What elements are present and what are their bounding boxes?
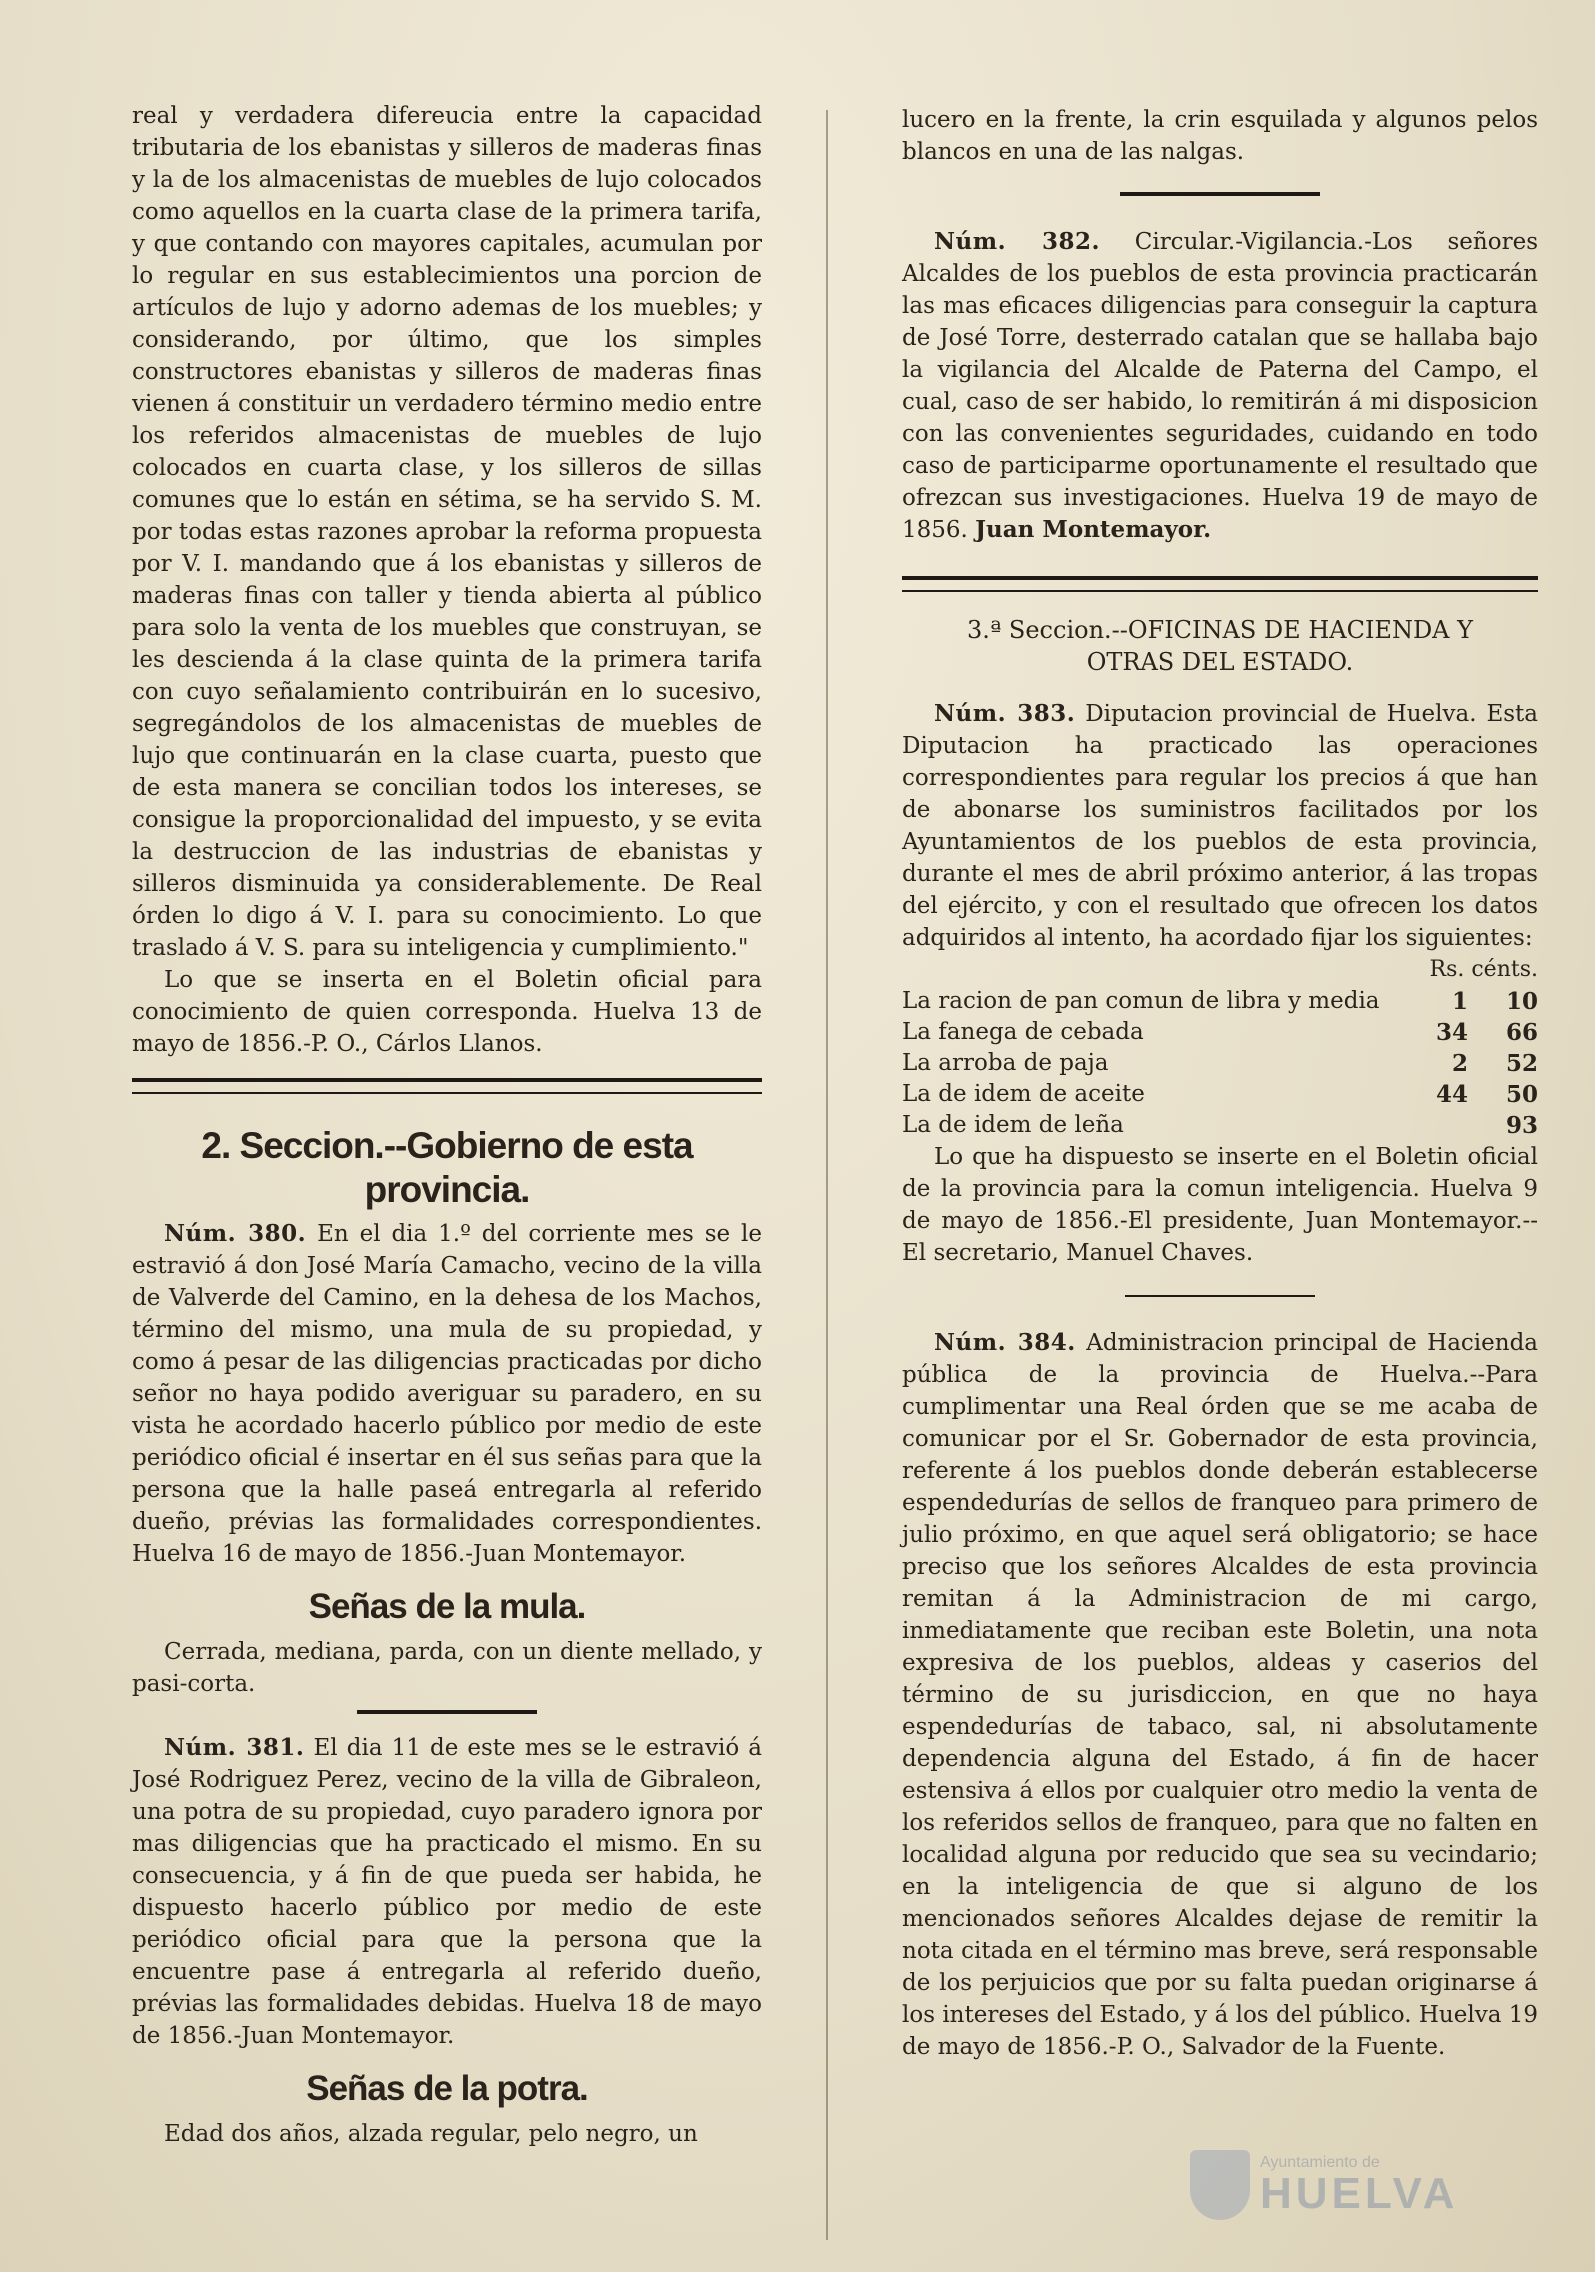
watermark-text: [1260, 2154, 1458, 2216]
price-row-centimos: 52: [1505, 1050, 1538, 1077]
notice-383-text: Diputacion provincial de Huelva. Esta Diputacion ha practicado las operaciones correspondientes para regular los precios á que han de abonarse los suministros facilitados por los Ayuntamientos de los pueblos de esta provincia, durante el mes de abril próximo anterior, á las tropas del ejército, y con el resultado que ofrecen los datos adquiridos al intento, ha acordado fijar los siguientes:: [902, 701, 1539, 951]
notice-383-number: Núm. 383.: [934, 700, 1076, 727]
notice-382-text: Circular.-Vigilancia.-Los señores Alcaldes de los pueblos de esta provincia practicarán las mas eficaces diligencias para conseguir la captura de José Torre, desterrado catalan que se hallaba bajo la vigilancia del Alcalde de Paterna del Campo, el cual, caso de ser habido, lo remitirán á mi disposicion con las convenientes seguridades, cuidando en todo caso de participarme oportunamente el resultado que ofrezcan sus investigaciones. Huelva 19 de mayo de 1856.: [902, 229, 1538, 543]
column-divider: [826, 110, 828, 2240]
notice-384: [902, 1327, 1538, 2063]
potra-description: Edad dos años, alzada regular, pelo negro, un: [164, 2121, 698, 2147]
thin-rule-divider: [1125, 1295, 1315, 1297]
double-rule-divider: [132, 1078, 762, 1094]
price-row: [902, 1110, 1538, 1141]
price-units-header: Rs. cénts.: [1429, 957, 1538, 982]
section-3-heading-line2: OTRAS DEL ESTADO.: [1086, 648, 1354, 676]
price-row-label: La racion de pan comun de libra y media: [902, 988, 1380, 1014]
left-column: [132, 100, 762, 2150]
mula-heading: Señas de la mula.: [308, 1587, 586, 1626]
price-row-label: La fanega de cebada: [902, 1019, 1144, 1045]
section-3-heading: [902, 614, 1538, 678]
notice-381-number: Núm. 381.: [164, 1734, 305, 1761]
archive-watermark: [1190, 2150, 1458, 2220]
price-row-centimos: 93: [1505, 1112, 1538, 1139]
notice-384-number: Núm. 384.: [934, 1329, 1076, 1356]
notice-380-text: En el dia 1.º del corriente mes se le estravió á don José María Camacho, vecino de la villa de Valverde del Camino, en la dehesa de los Machos, término del mismo, una mula de su propiedad, y como á pesar de las diligencias practicadas por dicho señor no haya podido averiguar su paradero, en su vista he acordado hacerlo público por medio de este periódico oficial é insertar en él sus señas para que la persona que la halle paseá entregarla al referido dueño, prévias las formalidades correspondientes. Huelva 16 de mayo de 1856.-Juan Montemayor.: [132, 1221, 763, 1567]
watermark-small-text: Ayuntamiento de: [1260, 2154, 1380, 2171]
insertion-note: Lo que se inserta en el Boletin oficial para conocimiento de quien corresponda. Huelva 13 de mayo de 1856.-P. O., Cárlos Llanos.: [132, 967, 762, 1057]
price-row-label: La de idem de leña: [902, 1112, 1124, 1138]
price-row-reales: 44: [1435, 1081, 1468, 1108]
price-row: [902, 1079, 1538, 1110]
short-rule-divider-right: [1120, 192, 1320, 196]
mula-description: Cerrada, mediana, parda, con un diente mellado, y pasi-corta.: [132, 1639, 762, 1697]
price-row-reales: 1: [1451, 988, 1468, 1015]
article-continuation: real y verdadera difereucia entre la capacidad tributaria de los ebanistas y silleros de maderas finas y la de los almacenistas de muebles de lujo colocados como aquellos en la cuarta clase de la primera tarifa, y que contando con mayores capitales, acumulan por lo regular en sus establecimientos una porcion de artículos de lujo y adorno ademas de los muebles; y considerando, por último, que los simples constructores ebanistas y silleros de maderas finas vienen á constituir un verdadero término medio entre los referidos almacenistas de muebles de lujo colocados en cuarta clase, y los silleros de sillas comunes que lo están en sétima, se ha servido S. M. por todas estas razones aprobar la reforma propuesta por V. I. mandando que á los ebanistas y silleros de maderas finas con taller y tienda abierta al público para solo la venta de los muebles que construyan, se les descienda á la clase quinta de la primera tarifa con cuyo señalamiento contribuirán en lo sucesivo, segregándolos de los almacenistas de muebles de lujo que continuarán en la clase cuarta, puesto que de esta manera se concilian todos los intereses, se consigue la proporcionalidad del impuesto, y se evita la destruccion de las industrias de ebanistas y silleros disminuida ya considerablemente. De Real órden lo digo á V. I. para su conocimiento. Lo que traslado á V. S. para su inteligencia y cumplimiento.": [132, 103, 762, 961]
price-row-centimos: 66: [1505, 1019, 1538, 1046]
price-row-reales: 2: [1451, 1050, 1468, 1077]
watermark-big-text: HUELVA: [1260, 2169, 1459, 2218]
notice-383-closing: Lo que ha dispuesto se inserte en el Boletin oficial de la provincia para la comun inteligencia. Huelva 9 de mayo de 1856.-El presidente, Juan Montemayor.--El secretario, Manuel Chaves.: [902, 1144, 1538, 1266]
potra-description-continued: lucero en la frente, la crin esquilada y algunos pelos blancos en una de las nalgas.: [902, 107, 1538, 165]
notice-382-signature: Juan Montemayor.: [975, 516, 1212, 543]
short-rule-divider: [357, 1710, 537, 1714]
price-row: [902, 1017, 1538, 1048]
notice-382: [902, 226, 1538, 546]
right-column: [902, 104, 1538, 2063]
price-row-centimos: 10: [1505, 988, 1538, 1015]
double-rule-divider-right: [902, 576, 1538, 592]
price-row-label: La arroba de paja: [902, 1050, 1109, 1076]
notice-380: [132, 1218, 762, 1570]
price-row-centimos: 50: [1505, 1081, 1538, 1108]
notice-382-number: Núm. 382.: [934, 228, 1101, 255]
price-row-reales: 34: [1435, 1019, 1468, 1046]
notice-383: [902, 698, 1538, 954]
section-3-heading-line1: 3.ª Seccion.--OFICINAS DE HACIENDA Y: [966, 616, 1473, 644]
price-table: [902, 986, 1538, 1141]
notice-384-text: Administracion principal de Hacienda pública de la provincia de Huelva.--Para cumplimentar una Real órden que se me acaba de comunicar por el Sr. Gobernador de esta provincia, referente á los pueblos donde deberán establecerse espendedurías de sellos de franqueo para primero de julio próximo, en que aquel será obligatorio; se hace preciso que los señores Alcaldes de esta provincia remitan á la Administracion de mi cargo, inmediatamente que reciban este Boletin, una nota expresiva de los pueblos, aldeas y caserios del término de su jurisdiccion, en que no haya espendedurías de tabaco, sal, ni absolutamente dependencia alguna del Estado, á fin de hacer estensiva á ellos por cualquier otro medio la venta de los referidos sellos de franqueo, para que no falten en localidad alguna por reducido que sea su vecindario; en la inteligencia de que si alguno de los mencionados señores Alcaldes dejase de remitir la nota citada en el término mas breve, será responsable de los perjuicios que por su falta puedan originarse á los intereses del Estado, y á los del público. Huelva 19 de mayo de 1856.-P. O., Salvador de la Fuente.: [902, 1330, 1538, 2060]
potra-heading: Señas de la potra.: [306, 2069, 588, 2108]
price-row-label: La de idem de aceite: [902, 1081, 1145, 1107]
shield-icon: [1190, 2150, 1250, 2220]
price-row-reales: [1424, 1110, 1468, 1141]
price-row: [902, 986, 1538, 1017]
notice-380-number: Núm. 380.: [164, 1220, 307, 1247]
notice-381-text: El dia 11 de este mes se le estravió á José Rodriguez Perez, vecino de la villa de Gibraleon, una potra de su propiedad, cuyo paradero ignora por mas diligencias que ha practicado el mismo. En su consecuencia, y á fin de que pueda ser habida, he dispuesto hacerlo público por medio de este periódico oficial para que la persona que la encuentre pase á entregarla al referido dueño, prévias las formalidades debidas. Huelva 18 de mayo de 1856.-Juan Montemayor.: [132, 1735, 762, 2049]
section-2-heading: 2. Seccion.--Gobierno de esta provincia.: [201, 1125, 693, 1210]
price-row: [902, 1048, 1538, 1079]
notice-381: [132, 1732, 762, 2052]
